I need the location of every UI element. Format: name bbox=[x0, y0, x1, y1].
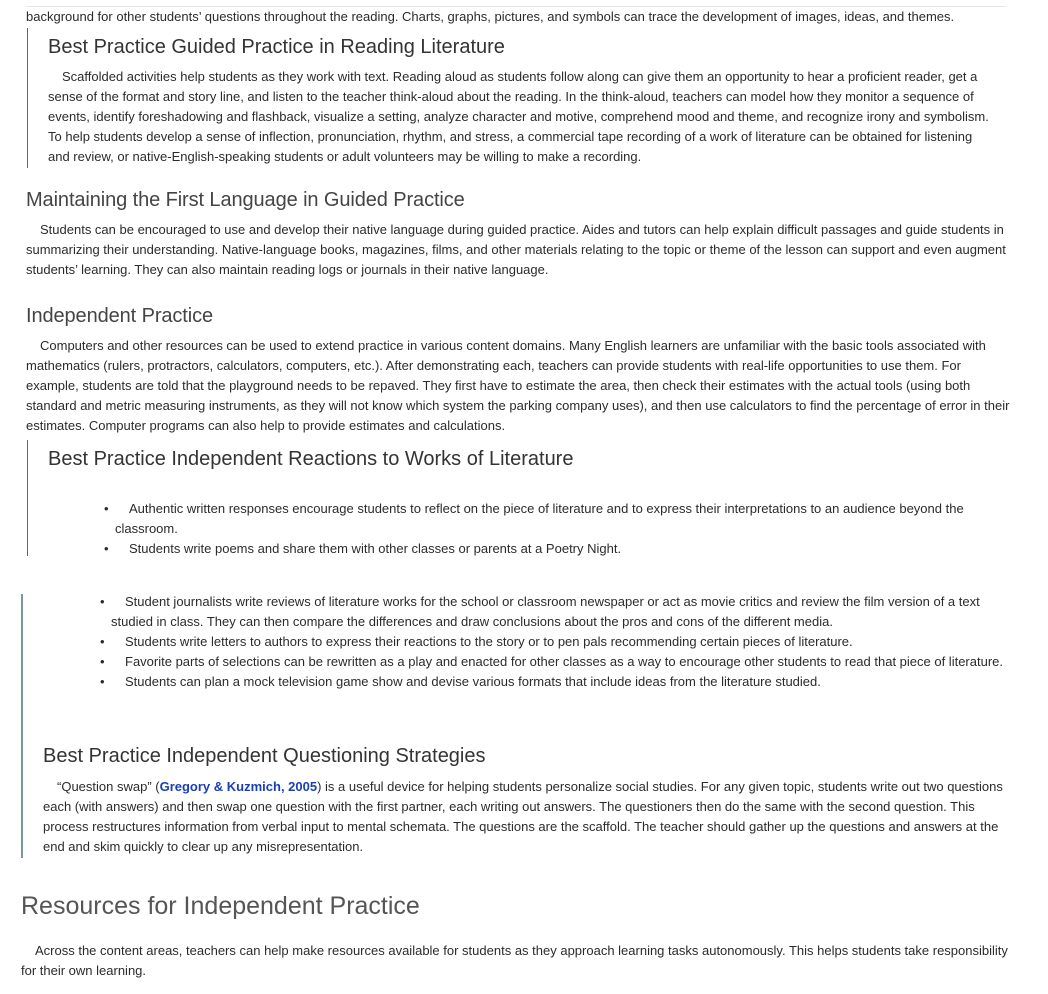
section-title: Resources for Independent Practice bbox=[21, 892, 420, 920]
list-item: • Student journalists write reviews of literature works for the school or classroom newspaper or act as movie critics and review the film version of a text studied in class. They can then compare the differences and draw conclusions about the pros and cons of the different media. bbox=[100, 594, 980, 629]
section-title: Independent Practice bbox=[26, 305, 214, 327]
box-guided-reading bbox=[48, 34, 993, 167]
box-body: “Question swap” (Gregory & Kuzmich, 2005) is a useful device for helping students personalize social studies. For any given topic, students write out two questions each (with answers) and then swap one question with the first partner, each writing out answers. The questioners then do the same with the second question. This process restructures information from verbal input to mental schemata. The questions are the scaffold. The teacher should gather up the questions and answers at the end and skim quickly to clear up any misrepresentation. bbox=[43, 779, 1003, 854]
top-paragraph bbox=[26, 7, 1016, 27]
paragraph-text: background for other students’ questions throughout the reading. Charts, graphs, pictures, and symbols can trace the development of images, ideas, and themes. bbox=[26, 9, 955, 24]
list-item: • Favorite parts of selections can be rewritten as a play and enacted for other classes as a way to encourage other students to read that piece of literature. bbox=[100, 654, 1003, 669]
box-title: Best Practice Guided Practice in Reading Literature bbox=[48, 36, 505, 58]
box-reactions bbox=[48, 446, 993, 472]
list-item: • Students can plan a mock television game show and devise various formats that include ideas from the literature studied. bbox=[100, 674, 821, 689]
section-first-language bbox=[26, 187, 1016, 280]
box-title: Best Practice Independent Reactions to Works of Literature bbox=[48, 448, 574, 470]
reactions-list-a bbox=[104, 499, 990, 559]
box-title: Best Practice Independent Questioning Strategies bbox=[43, 745, 486, 767]
section-body: Computers and other resources can be used to extend practice in various content domains. Many English learners are unfamiliar with the basic tools associated with mathematics (rulers, protractors, calculators, computers, etc.). After demonstrating each, teachers can provide students with real-life opportunities to use them. For example, students are told that the playground needs to be repaved. They first have to estimate the area, then check their estimates with the actual tools (using both standard and metric measuring instruments, as they will not know which system the parking company uses), and then use calculators to find the percentage of error in their estimates. Computer programs can also help to provide estimates and calculations. bbox=[26, 338, 1010, 433]
reactions-list-b bbox=[100, 592, 1004, 692]
section-title: Maintaining the First Language in Guided Practice bbox=[26, 189, 465, 211]
box-body: Scaffolded activities help students as they work with text. Reading aloud as students follow along can give them an opportunity to hear a proficient reader, get a sense of the format and story line, and listen to the teacher think-aloud about the reading. In the think-aloud, teachers can model how they monitor a sequence of events, identify foreshadowing and flashback, visualize a setting, analyze character and motive, comprehend mood and theme, and recognize irony and symbolism. To help students develop a sense of inflection, pronunciation, rhythm, and stress, a commercial tape recording of a work of literature can be obtained for listening and review, or native-English-speaking students or adult volunteers may be willing to make a recording. bbox=[48, 69, 989, 164]
list-item: • Students write poems and share them with other classes or parents at a Poetry Night. bbox=[104, 541, 622, 556]
box-left-rule bbox=[27, 28, 28, 168]
section-body: Students can be encouraged to use and develop their native language during guided practice. Aides and tutors can help explain difficult passages and guide students in summarizing their understanding. Native-language books, magazines, films, and other materials relating to the topic or theme of the lesson can support and even augment students’ learning. They can also maintain reading logs or journals in their native language. bbox=[26, 222, 1006, 277]
citation-link[interactable]: Gregory & Kuzmich, 2005 bbox=[159, 779, 318, 794]
section-resources bbox=[21, 890, 1011, 981]
box-left-rule bbox=[21, 594, 23, 858]
box-questioning bbox=[43, 743, 1005, 857]
box-left-rule bbox=[27, 440, 28, 556]
section-body: Across the content areas, teachers can help make resources available for students as they approach learning tasks autonomously. This helps students take responsibility for their own learning. bbox=[21, 943, 1008, 978]
list-item: • Students write letters to authors to express their reactions to the story or to pen pals recommending certain pieces of literature. bbox=[100, 634, 853, 649]
list-item: • Authentic written responses encourage students to reflect on the piece of literature and to express their interpretations to an audience beyond the classroom. bbox=[104, 501, 964, 536]
section-independent-practice bbox=[26, 303, 1016, 436]
